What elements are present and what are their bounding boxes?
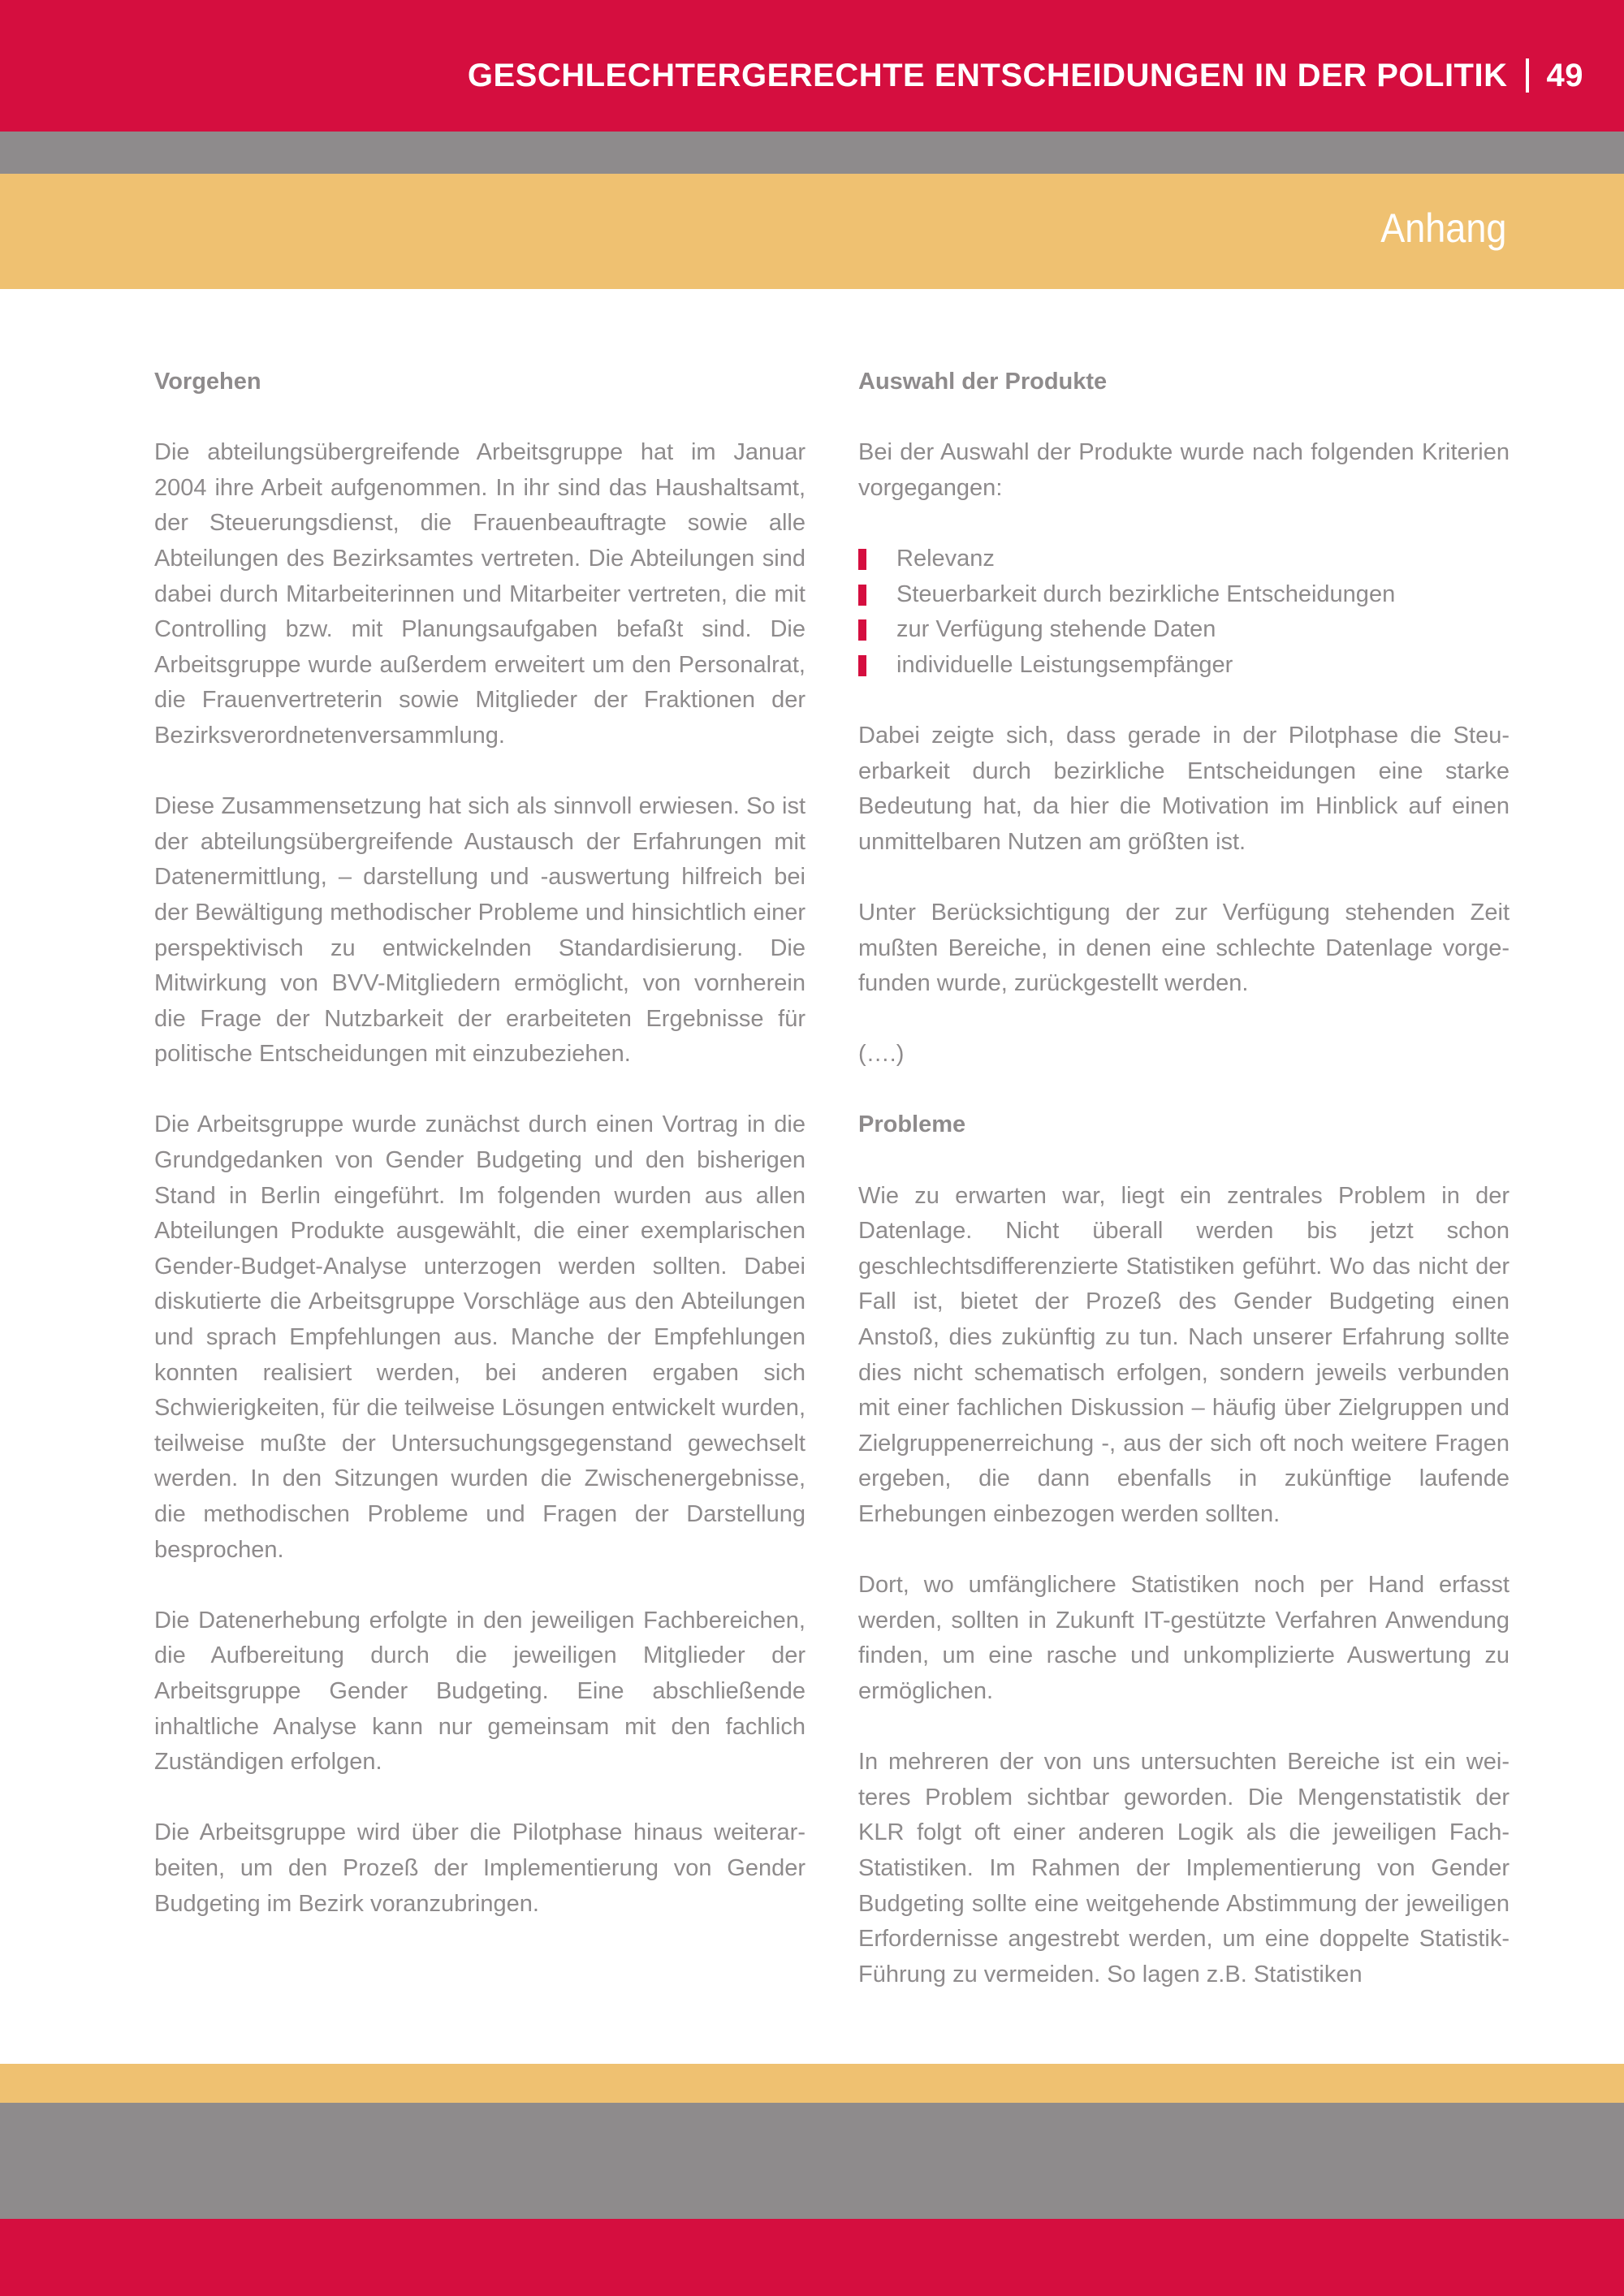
criteria-list bbox=[858, 542, 1510, 683]
page-number: 49 bbox=[1546, 58, 1583, 93]
list-item-label: zur Verfügung stehende Daten bbox=[896, 616, 1216, 643]
paragraph: Diese Zusammensetzung hat sich als sinnvoll erwiesen. So ist der abteilungsübergreifende Austausch der Erfahrungen mit Datenermittlung, – darstellung und -auswertung hilfreich bei der Bewältigung methodischer Probleme und hinsichtlich einer perspektivisch zu entwickelnden Standardisierung. Die Mitwirkung von BVV-Mitgliedern ermöglicht, von vornherein die Frage der Nutzbarkeit der erarbeiteten Ergebnisse für politische Entscheidungen mit einzubeziehen. bbox=[154, 793, 806, 1068]
paragraph: Die Arbeitsgruppe wird über die Pilotphase hinaus weiterarbeiten, um den Prozeß der Implementierung von Gender Budgeting im Bezirk voranzubringen. bbox=[154, 1819, 806, 1917]
section-heading-vorgehen: Vorgehen bbox=[154, 369, 261, 395]
list-item bbox=[858, 542, 1510, 577]
running-header bbox=[468, 58, 1583, 93]
list-item bbox=[858, 612, 1510, 648]
footer-gray-band bbox=[0, 2103, 1624, 2219]
paragraph: Dort, wo umfänglichere Statistiken noch per Hand erfasst werden, sollten in Zukunft IT-gestützte Verfahren Anwendung finden, um eine rasche und unkomplizierte Auswertung zu ermöglichen. bbox=[858, 1572, 1510, 1704]
ellipsis-marker: (….) bbox=[858, 1041, 905, 1068]
paragraph: Bei der Auswahl der Produkte wurde nach folgenden Kriterien vorgegangen: bbox=[858, 439, 1510, 501]
bullet-marker-icon bbox=[858, 549, 866, 570]
paragraph: Unter Berücksichtigung der zur Verfügung stehenden Zeit mußten Bereiche, in denen eine schlechte Datenlage vorgefunden wurde, zurückgestellt werden. bbox=[858, 899, 1510, 997]
bullet-marker-icon bbox=[858, 655, 866, 676]
paragraph: Die abteilungsübergreifende Arbeitsgruppe hat im Januar 2004 ihre Arbeit aufgenommen. In ihr sind das Haushaltsamt, der Steuerungsdienst, die Frauenbeauftragte sowie alle Abteilungen des Bezirksamtes vertreten. Die Abteilungen sind dabei durch Mitarbeiterinnen und Mitarbeiter vertreten, die mit Controlling bzw. mit Planungsaufgaben befaßt sind. Die Arbeitsgruppe wurde außerdem erweitert um den Personalrat, die Frauenvertreterin sowie Mitglieder der Fraktionen der Bezirksverordnetenversammlung. bbox=[154, 439, 806, 749]
paragraph: Dabei zeigte sich, dass gerade in der Pilotphase die Steuerbarkeit durch bezirkliche Entscheidungen eine starke Bedeutung hat, da hier die Motivation im Hinblick auf einen unmittelbaren Nutzen am größten ist. bbox=[858, 722, 1510, 855]
list-item-label: individuelle Leistungsempfänger bbox=[896, 651, 1233, 678]
list-item bbox=[858, 648, 1510, 684]
list-item-label: Relevanz bbox=[896, 545, 995, 572]
header-separator bbox=[1526, 58, 1529, 93]
footer-gold-band bbox=[0, 2064, 1624, 2103]
bullet-marker-icon bbox=[858, 585, 866, 606]
left-column bbox=[154, 365, 806, 1957]
footer-red-band bbox=[0, 2219, 1624, 2296]
section-heading-auswahl: Auswahl der Produkte bbox=[858, 369, 1108, 395]
list-item-label: Steuerbarkeit durch bezirkliche Entscheidungen bbox=[896, 580, 1396, 607]
right-column bbox=[858, 365, 1510, 2028]
section-label: Anhang bbox=[1380, 205, 1506, 251]
paragraph: Die Arbeitsgruppe wurde zunächst durch einen Vortrag in die Grundgedanken von Gender Budgeting und den bisherigen Stand in Berlin eingeführt. Im folgenden wurden aus allen Abteilungen Produkte ausgewählt, die einer exemplarischen Gender-Budget-Analyse unterzogen werden sollten. Dabei diskutierte die Arbeitsgruppe Vorschläge aus den Abteilungen und sprach Empfehlungen aus. Manche der Empfehlungen konnten realisiert werden, bei anderen ergaben sich Schwierigkeiten, für die teilweise Lösungen entwickelt wurden, teilweise mußte der Untersuchungsgegenstand gewechselt werden. In den Sitzungen wurden die Zwischenergebnisse, die methodischen Probleme und Fragen der Darstellung besprochen. bbox=[154, 1111, 806, 1563]
section-heading-probleme: Probleme bbox=[858, 1111, 966, 1138]
header-gray-band bbox=[0, 132, 1624, 174]
list-item bbox=[858, 577, 1510, 613]
paragraph: Wie zu erwarten war, liegt ein zentrales Problem in der Datenlage. Nicht überall werden bis jetzt schon geschlechtsdifferenzierte Statistiken geführt. Wo das nicht der Fall ist, bietet der Prozeß des Gender Budgeting einen Anstoß, dies zukünftig zu tun. Nach unserer Erfahrung sollte dies nicht schematisch erfolgen, sondern jeweils verbunden mit einer fachlichen Diskussion – häufig über Zielgruppen und Zielgruppenerreichung -, aus der sich oft noch weitere Fragen ergeben, die dann ebenfalls in zukünftige laufende Erhebungen einbezogen werden sollten. bbox=[858, 1182, 1510, 1527]
bullet-marker-icon bbox=[858, 619, 866, 641]
paragraph: Die Datenerhebung erfolgte in den jeweiligen Fachbereichen, die Aufbereitung durch die jeweiligen Mitglieder der Arbeitsgruppe Gender Budgeting. Eine abschließende inhaltliche Analyse kann nur gemeinsam mit den fachlich Zuständigen erfolgen. bbox=[154, 1607, 806, 1776]
paragraph: In mehreren der von uns untersuchten Bereiche ist ein weiteres Problem sichtbar geworden. Die Mengenstatistik der KLR folgt oft einer anderen Logik als die jeweiligen Fach-Statistiken. Im Rahmen der Implementierung von Gender Budgeting sollte eine weitgehende Abstimmung der jeweiligen Erfordernisse angestrebt werden, um eine doppelte Statistik-Führung zu vermeiden. So lagen z.B. Statistiken bbox=[858, 1749, 1510, 1987]
running-header-title: GESCHLECHTERGERECHTE ENTSCHEIDUNGEN IN DER POLITIK bbox=[467, 58, 1508, 93]
